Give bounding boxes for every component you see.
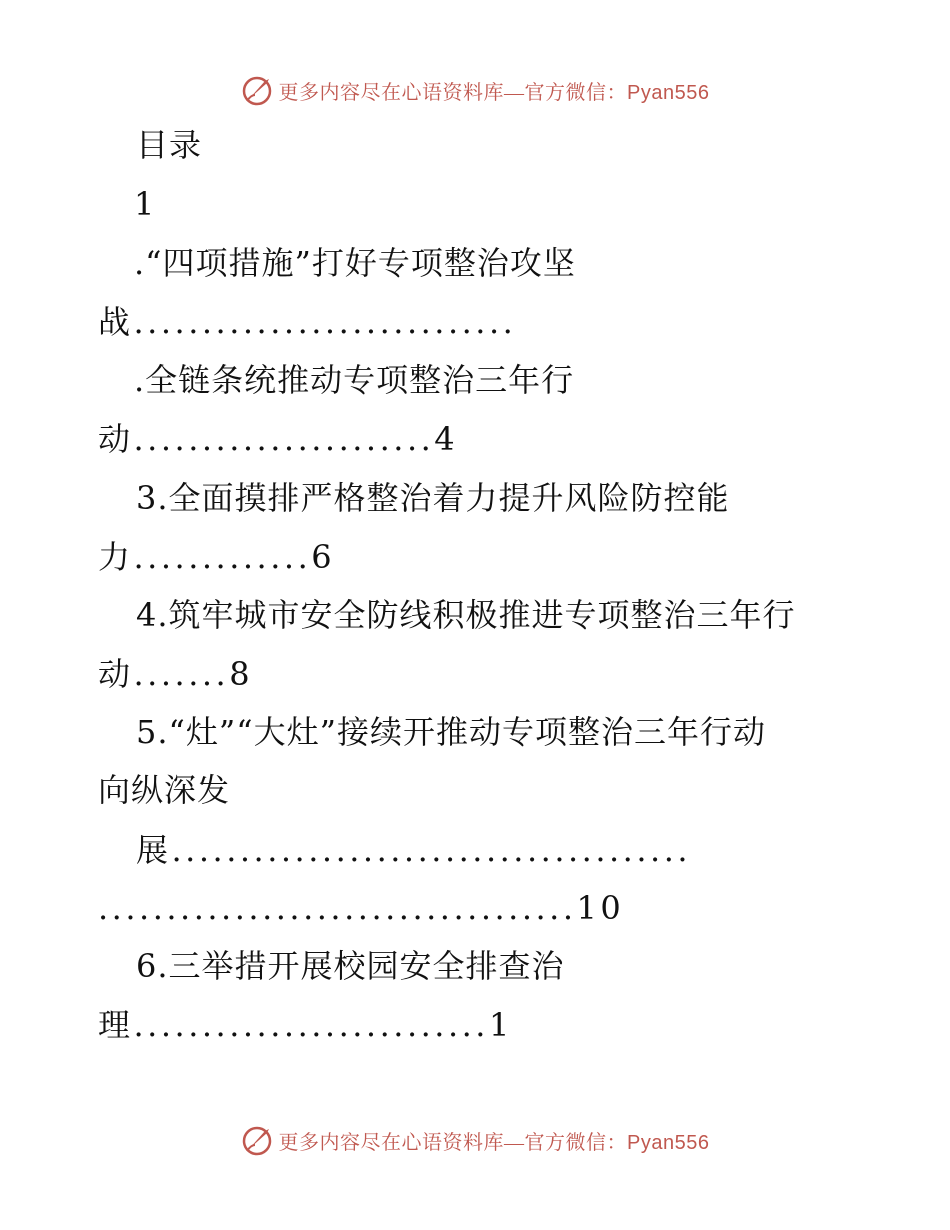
watermark-text: 更多内容尽在心语资料库—官方微信：Pyan556 — [278, 81, 710, 104]
header-watermark — [0, 70, 950, 110]
footer-watermark — [0, 1120, 950, 1160]
watermark-text: 更多内容尽在心语资料库—官方微信：Pyan556 — [278, 1131, 710, 1154]
toc-line: 理..........................1 — [98, 1006, 513, 1044]
toc-line: 动......................4 — [98, 420, 459, 458]
toc-heading: 目录 — [136, 126, 203, 164]
toc-line: 战............................ — [98, 303, 517, 341]
toc-line: 6.三举措开展校园安全排查治 — [136, 947, 565, 985]
quill-logo-icon — [241, 73, 275, 107]
toc-line: 4.筑牢城市安全防线积极推进专项整治三年行 — [136, 596, 796, 634]
quill-logo-icon — [241, 1123, 275, 1157]
toc-line: 展...................................... — [136, 831, 692, 869]
toc-line: 1 — [134, 185, 156, 223]
toc-line: ...................................10 — [98, 889, 625, 927]
toc-line: 5.“灶”“大灶”接续开推动专项整治三年行动 — [136, 713, 766, 751]
toc-line: 动.......8 — [98, 655, 254, 693]
toc-line: .全链条统推动专项整治三年行 — [134, 361, 575, 399]
toc-line: 3.全面摸排严格整治着力提升风险防控能 — [136, 479, 730, 517]
toc-line: 力.............6 — [98, 538, 336, 576]
toc-line: 向纵深发 — [98, 771, 231, 809]
toc-line: .“四项措施”打好专项整治攻坚 — [134, 244, 576, 282]
